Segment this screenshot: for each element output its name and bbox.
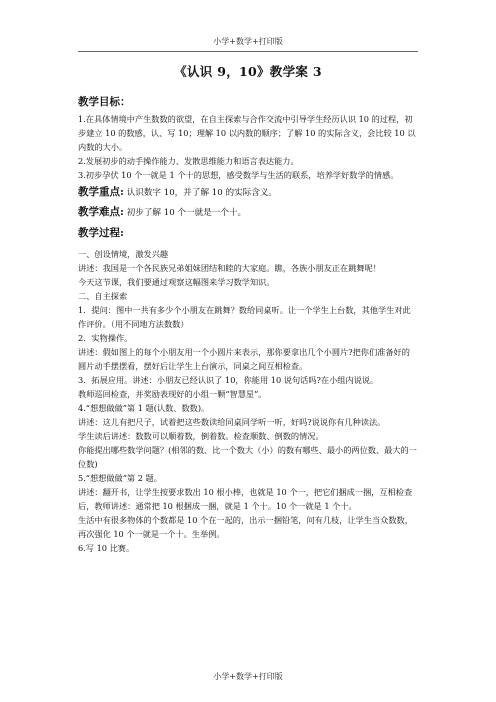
goal-item: 2.发展初步的动手操作能力、发散思维能力和语言表达能力。 — [78, 156, 299, 166]
key-point — [78, 185, 418, 201]
process-line: 学生读后讲述：数数可以顺着数，倒着数。检查顺数、倒数的情况。 — [78, 431, 324, 441]
difficulty-text: 初步了解 10 个一就是一个十。 — [126, 208, 247, 218]
process-line: 今天这节课，我们要通过观察这幅图来学习数学知识。 — [78, 277, 275, 287]
process-line: 你能提出哪些数学问题？(相邻的数、比一个数大（小）的数有哪些、最小的两位数、最大的一位数) — [78, 445, 417, 469]
document-body — [78, 62, 418, 555]
difficulty — [78, 205, 418, 221]
goal-item: 3.初步孕伏 10 个一就是 1 个十的思想，感受数学与生活的联系，培养学好数学的情感。 — [78, 170, 399, 180]
goal-item: 1.在具体情境中产生数数的欲望，在自主探索与合作交流中引导学生经历认识 10 的过程，初步建立 10 的数感，认、写 10；理解 10 以内数的顺序；了解 10 的实际含义，会比较 10 以内数的大小。 — [78, 114, 416, 152]
process-line: 4.“想想做做”第 1 题(认数、数数)。 — [78, 403, 210, 413]
page-header: 小学+数学+打印版 — [78, 36, 418, 52]
difficulty-label: 教学难点: — [78, 206, 124, 218]
process-line: 6.写 10 比赛。 — [78, 543, 135, 553]
process-heading: 教学过程: — [78, 227, 124, 239]
goals-heading: 教学目标： — [78, 96, 131, 108]
key-point-label: 教学重点: — [78, 186, 124, 198]
process-line: 讲述：假如图上的每个小朋友用一个小圆片来表示，那你要拿出几个小圆片?把你们准备好的圆片动手摆摆看，摆好后让学生上台演示，同桌之间互相检查。 — [78, 347, 410, 371]
process-line: 生活中有很多物体的个数都是 10 个在一起的，出示一捆铅笔，问有几枝，让学生当众数数，再次强化 10 个一就是一个十。生举例。 — [78, 515, 413, 539]
process-line: 教师巡回检查，并奖励表现好的小组一颗“智慧星”。 — [78, 389, 267, 399]
process-line: 5.“想想做做”第 2 题。 — [78, 473, 162, 483]
process-line: 二、自主探索 — [78, 291, 128, 301]
process-line: 讲述：我国是一个各民族兄弟姐妹团结和睦的大家庭。瞧，各族小朋友正在跳舞呢！ — [78, 263, 381, 273]
process-line: 3．拓展应用。讲述：小朋友已经认识了 10，你能用 10 说句话吗?在小组内说说。 — [78, 375, 379, 385]
process-line: 一、创设情境，激发兴趣 — [78, 249, 169, 259]
key-point-text: 认识数字 10，并了解 10 的实际含义。 — [126, 188, 278, 198]
process-line: 讲述：翻开书，让学生按要求数出 10 根小棒，也就是 10 个一，把它们捆成一捆，互相检查后，教师讲述：通常把 10 根捆成一捆，就是 1 个十。10 个一就是 1 个十。 — [78, 487, 413, 511]
process-line: 1．提问：图中一共有多少个小朋友在跳舞？数给同桌听。让一个学生上台数，其他学生对此作评价。（用不同地方法数数） — [78, 305, 411, 329]
document-title: 《认识 9，10》教学案 3 — [174, 64, 322, 79]
process-line: 2．实物操作。 — [78, 333, 133, 343]
process-line: 讲述：这儿有把尺子，试着把这些数读给同桌同学听一听，好吗?说说你有几种读法。 — [78, 417, 386, 427]
page-footer: 小学+数学+打印版 — [213, 672, 283, 681]
